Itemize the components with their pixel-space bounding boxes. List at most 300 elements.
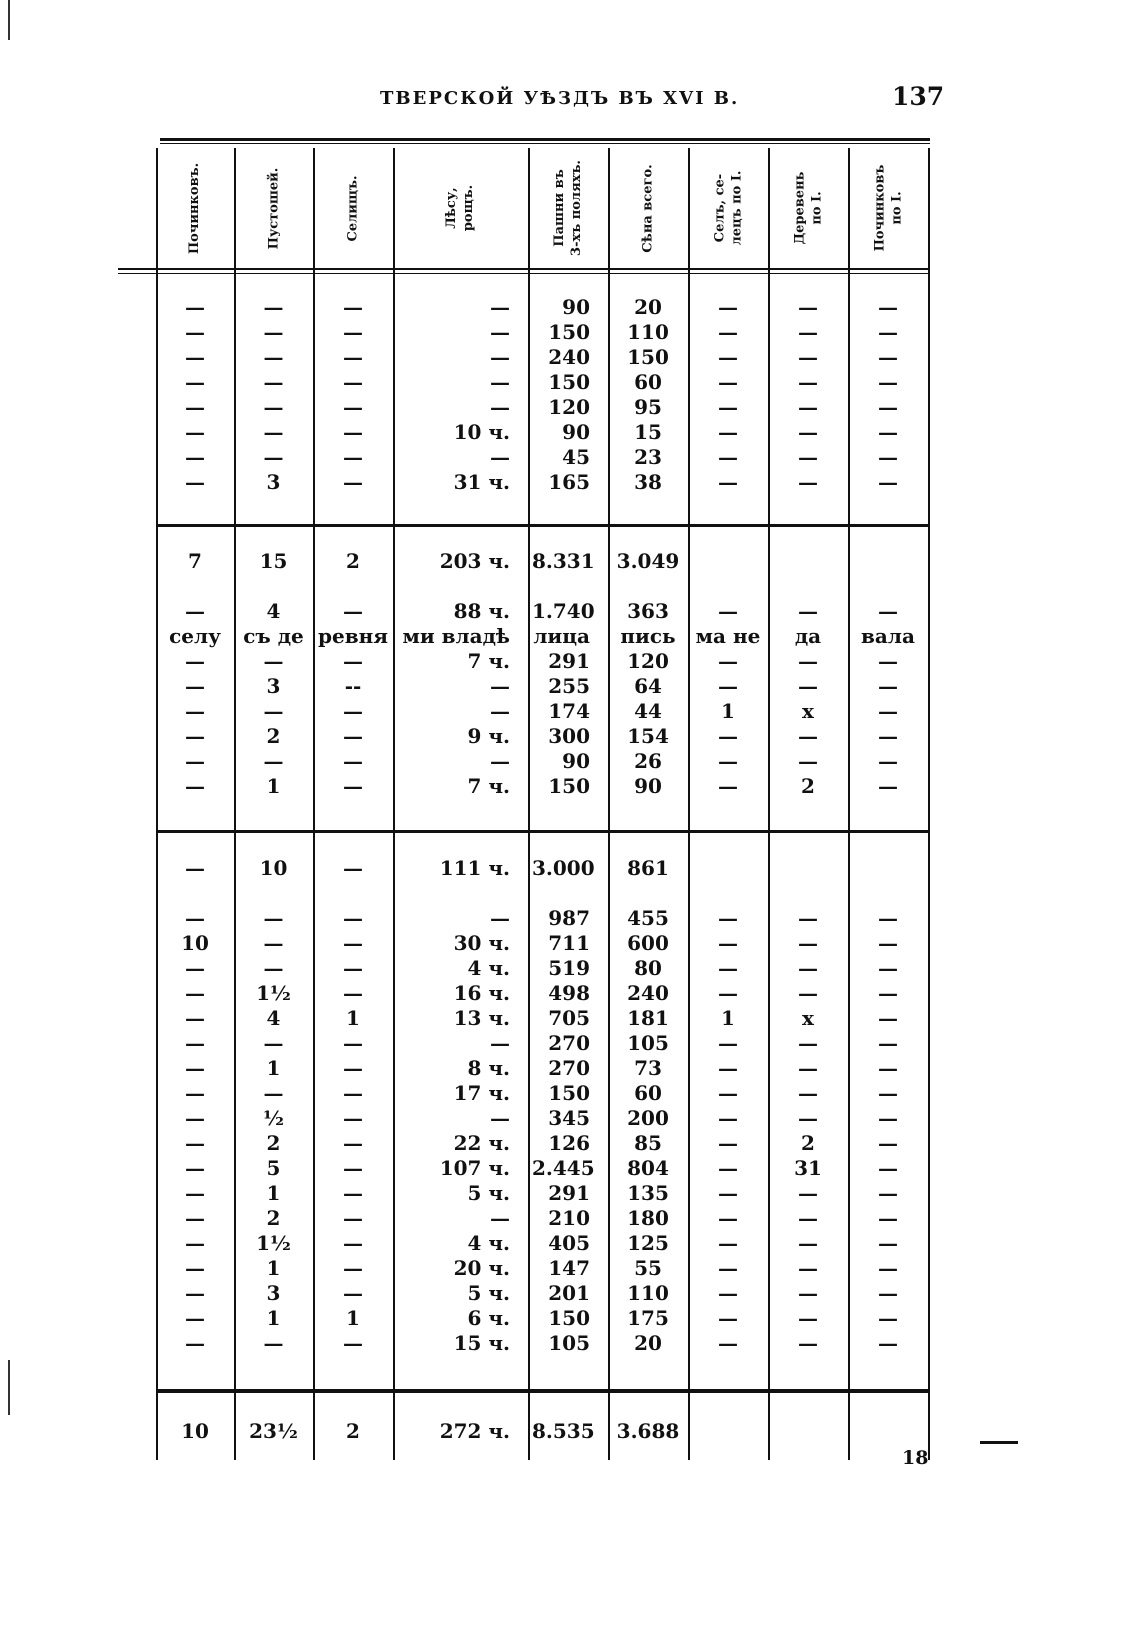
grand-total-row-cell: 23½	[249, 1419, 298, 1443]
table-row-cell: 5	[266, 1156, 281, 1180]
table-row-cell: —	[878, 906, 898, 930]
table-row-cell: —	[185, 470, 205, 494]
table-row-cell: 16 ч.	[453, 981, 510, 1005]
table-row-cell: —	[718, 345, 738, 369]
table-row-cell: 22 ч.	[453, 1131, 510, 1155]
table-row-cell: 1	[721, 1006, 735, 1030]
table-row-cell: 455	[627, 906, 669, 930]
table-row-cell: —	[798, 445, 818, 469]
table-row-cell: съ де	[243, 624, 304, 648]
table-row-cell: —	[343, 370, 363, 394]
table-row-cell: —	[343, 320, 363, 344]
table-row-cell: —	[798, 981, 818, 1005]
table-row-cell: —	[718, 1131, 738, 1155]
table-row-cell: —	[718, 724, 738, 748]
table-row-cell: —	[878, 1281, 898, 1305]
table-row-cell: —	[185, 420, 205, 444]
subtotal-row-cell: 15	[259, 549, 288, 573]
table-row-cell: —	[343, 345, 363, 369]
table-row-cell: 125	[627, 1231, 669, 1255]
table-row-cell: 31 ч.	[453, 470, 510, 494]
table-row-cell: 5 ч.	[467, 1281, 510, 1305]
table-row-cell: —	[798, 1206, 818, 1230]
table-row-cell: —	[343, 420, 363, 444]
table-row-cell: —	[343, 749, 363, 773]
table-row-cell: --	[344, 674, 362, 698]
table-row-cell: —	[718, 320, 738, 344]
column-header-label: Селищъ.	[345, 175, 361, 241]
table-row-cell: —	[798, 599, 818, 623]
table-row-cell: —	[185, 1331, 205, 1355]
table-row-cell: —	[185, 345, 205, 369]
table-row-cell: —	[718, 295, 738, 319]
table-row-cell: 201	[548, 1281, 590, 1305]
table-row-cell: —	[343, 470, 363, 494]
table-row-cell: —	[343, 295, 363, 319]
table-row-cell: —	[343, 1131, 363, 1155]
table-row-cell: —	[185, 1031, 205, 1055]
table-row-cell: —	[263, 295, 284, 319]
table-row-cell: 1	[266, 1056, 281, 1080]
table-row-cell: 95	[634, 395, 662, 419]
subtotal-row-cell: 2	[346, 549, 360, 573]
table-row-cell: —	[490, 1106, 510, 1130]
table-row-cell: —	[878, 674, 898, 698]
table-row-cell: —	[185, 749, 205, 773]
table-row-cell: —	[798, 1106, 818, 1130]
table-row-cell: 13 ч.	[453, 1006, 510, 1030]
table-row-cell: —	[185, 395, 205, 419]
table-row-cell: —	[343, 1256, 363, 1280]
table-row-cell: 174	[548, 699, 590, 723]
column-header-label: Сѣна всего.	[640, 163, 656, 253]
table-row-cell: 85	[634, 1131, 662, 1155]
column-header	[313, 148, 393, 268]
table-row-cell: 1	[266, 1256, 281, 1280]
column-header-label: Деревень по I.	[792, 171, 824, 245]
table-row-cell: —	[263, 1331, 284, 1355]
table-row-cell: 519	[548, 956, 590, 980]
table-row-cell: —	[878, 1331, 898, 1355]
table-row-cell: —	[343, 1281, 363, 1305]
table-row-cell: —	[878, 1206, 898, 1230]
table-row-cell: —	[718, 1081, 738, 1105]
subtotal-row-cell: 8.331	[532, 549, 595, 573]
table-row-cell: 1	[346, 1306, 360, 1330]
table-row-cell: —	[798, 1306, 818, 1330]
table-row-cell: —	[263, 420, 284, 444]
column-divider	[848, 148, 850, 1460]
table-row-cell: —	[490, 295, 510, 319]
table-row-cell: —	[878, 1006, 898, 1030]
table-row-cell: —	[263, 649, 284, 673]
table-row-cell: —	[263, 1081, 284, 1105]
table-row-cell: —	[185, 1006, 205, 1030]
table-row-cell: 60	[634, 370, 662, 394]
table-row-cell: —	[263, 931, 284, 955]
table-row-cell: 90	[562, 295, 590, 319]
table-row-cell: 1½	[256, 981, 291, 1005]
table-row-cell: —	[718, 370, 738, 394]
table-row-cell: 1	[266, 1306, 281, 1330]
subtotal-row-cell: —	[343, 856, 363, 880]
table-row-cell: —	[798, 1331, 818, 1355]
table-row-cell: 5 ч.	[467, 1181, 510, 1205]
table-row-cell: x	[802, 699, 814, 723]
group-separator-rule	[156, 524, 928, 527]
table-row-cell: 1½	[256, 1231, 291, 1255]
table-row-cell: 31	[794, 1156, 822, 1180]
table-row-cell: —	[263, 699, 284, 723]
table-row-cell: —	[718, 445, 738, 469]
table-row-cell: —	[798, 1056, 818, 1080]
table-row-cell: —	[343, 981, 363, 1005]
table-row-cell: 210	[548, 1206, 590, 1230]
table-row-cell: 110	[627, 320, 669, 344]
table-row-cell: —	[185, 295, 205, 319]
table-row-cell: —	[878, 599, 898, 623]
table-row-cell: —	[798, 1256, 818, 1280]
table-row-cell: 105	[548, 1331, 590, 1355]
column-header-label: Селъ, се- лецъ по I.	[711, 170, 744, 246]
table-row-cell: —	[185, 1306, 205, 1330]
table-row-cell: —	[878, 320, 898, 344]
table-row-cell: —	[185, 1056, 205, 1080]
subtotal-row-cell: 861	[627, 856, 669, 880]
column-header	[234, 148, 313, 268]
table-row-cell: —	[718, 1306, 738, 1330]
table-row-cell: 38	[634, 470, 662, 494]
running-title: ТВЕРСКОЙ УѢЗДЪ ВЪ XVI В.	[380, 88, 740, 109]
table-row-cell: 15 ч.	[453, 1331, 510, 1355]
column-divider	[156, 148, 158, 1460]
table-row-cell: —	[263, 445, 284, 469]
column-divider	[768, 148, 770, 1460]
table-row-cell: 1	[266, 1181, 281, 1205]
table-row-cell: —	[718, 749, 738, 773]
subtotal-row-cell: 3.049	[616, 549, 680, 573]
column-divider	[234, 148, 236, 1460]
table-row-cell: 4 ч.	[467, 956, 510, 980]
column-header	[608, 148, 688, 268]
table-row-cell: —	[718, 599, 738, 623]
table-row-cell: 110	[627, 1281, 669, 1305]
table-row-cell: —	[878, 1306, 898, 1330]
table-row-cell: —	[343, 1156, 363, 1180]
table-row-cell: 154	[627, 724, 669, 748]
table-row-cell: 150	[627, 345, 669, 369]
column-header-label: Лѣсу, рощъ.	[444, 184, 477, 232]
table-row-cell: —	[798, 1181, 818, 1205]
table-row-cell: —	[343, 445, 363, 469]
table-row-cell: —	[490, 345, 510, 369]
table-row-cell: —	[343, 699, 363, 723]
table-row-cell: 120	[548, 395, 590, 419]
table-row-cell: —	[718, 981, 738, 1005]
table-row-cell: —	[718, 1231, 738, 1255]
table-row-cell: —	[185, 1256, 205, 1280]
table-row-cell: 180	[627, 1206, 669, 1230]
table-row-cell: —	[878, 470, 898, 494]
table-row-cell: —	[185, 445, 205, 469]
column-divider	[608, 148, 610, 1460]
column-header-label: Пустошей.	[266, 167, 281, 249]
margin-dash	[980, 1441, 1018, 1444]
table-row-cell: 150	[548, 774, 590, 798]
table-row-cell: 3	[266, 674, 281, 698]
table-row-cell: 30 ч.	[453, 931, 510, 955]
table-row-cell: 711	[548, 931, 590, 955]
subtotal-row-cell: 10	[259, 856, 288, 880]
table-row-cell: —	[798, 649, 818, 673]
column-header	[156, 148, 234, 268]
table-row-cell: 705	[548, 1006, 590, 1030]
table-row-cell: 73	[634, 1056, 662, 1080]
subtotal-row-cell: 3.000	[532, 856, 595, 880]
column-header	[848, 148, 928, 268]
grand-total-row-cell: 272 ч.	[439, 1419, 510, 1443]
table-row-cell: 240	[627, 981, 669, 1005]
table-row-cell: —	[718, 395, 738, 419]
table-row-cell: —	[185, 370, 205, 394]
table-row-cell: —	[263, 749, 284, 773]
table-row-cell: —	[343, 395, 363, 419]
table-row-cell: —	[878, 1081, 898, 1105]
table-row-cell: —	[878, 774, 898, 798]
table-row-cell: 6 ч.	[467, 1306, 510, 1330]
table-row-cell: —	[798, 420, 818, 444]
table-row-cell: —	[185, 1081, 205, 1105]
table-row-cell: —	[490, 370, 510, 394]
table-row-cell: —	[185, 981, 205, 1005]
table-row-cell: —	[718, 1106, 738, 1130]
grand-total-row-cell: 3.688	[616, 1419, 680, 1443]
table-row-cell: —	[263, 956, 284, 980]
table-row-cell: —	[798, 1081, 818, 1105]
table-row-cell: —	[185, 1106, 205, 1130]
table-row-cell: —	[343, 599, 363, 623]
table-row-cell: —	[343, 774, 363, 798]
table-row-cell: 150	[548, 1306, 590, 1330]
table-row-cell: —	[185, 1181, 205, 1205]
table-row-cell: 7 ч.	[467, 649, 510, 673]
table-row-cell: —	[343, 931, 363, 955]
table-row-cell: —	[798, 370, 818, 394]
subtotal-row-cell: —	[185, 856, 205, 880]
table-row-cell: —	[490, 699, 510, 723]
table-row-cell: —	[185, 699, 205, 723]
table-row-cell: —	[718, 1056, 738, 1080]
table-row-cell: 126	[548, 1131, 590, 1155]
header-bottom-rule	[118, 273, 930, 274]
table-row-cell: —	[343, 906, 363, 930]
header-bottom-rule	[118, 268, 930, 270]
table-row-cell: ма не	[695, 624, 761, 648]
table-row-cell: —	[798, 1231, 818, 1255]
table-row-cell: лица	[533, 624, 590, 648]
table-row-cell: —	[878, 345, 898, 369]
table-row-cell: —	[718, 1331, 738, 1355]
table-row-cell: —	[878, 1181, 898, 1205]
table-row-cell: —	[798, 395, 818, 419]
table-row-cell: —	[343, 724, 363, 748]
table-row-cell: 363	[627, 599, 669, 623]
table-row-cell: —	[798, 345, 818, 369]
table-row-cell: 4	[266, 599, 281, 623]
table-row-cell: 107 ч.	[439, 1156, 510, 1180]
table-row-cell: —	[263, 320, 284, 344]
grand-total-row-cell: 2	[346, 1419, 360, 1443]
table-row-cell: 120	[627, 649, 669, 673]
table-row-cell: —	[718, 931, 738, 955]
table-row-cell: —	[878, 420, 898, 444]
column-divider	[528, 148, 530, 1460]
table-row-cell: —	[185, 1131, 205, 1155]
table-row-cell: 20 ч.	[453, 1256, 510, 1280]
table-row-cell: 9 ч.	[467, 724, 510, 748]
table-row-cell: —	[263, 906, 284, 930]
table-row-cell: —	[185, 320, 205, 344]
table-row-cell: 2	[801, 774, 815, 798]
table-row-cell: —	[878, 1056, 898, 1080]
table-row-cell: —	[490, 1031, 510, 1055]
table-row-cell: 2	[266, 1206, 281, 1230]
table-row-cell: селу	[169, 624, 221, 648]
table-row-cell: —	[798, 674, 818, 698]
table-row-cell: —	[343, 1181, 363, 1205]
table-row-cell: ревня	[317, 624, 389, 648]
table-row-cell: 147	[548, 1256, 590, 1280]
column-header	[768, 148, 848, 268]
scan-edge-mark	[8, 1360, 10, 1415]
table-row-cell: —	[185, 1156, 205, 1180]
column-divider	[928, 148, 930, 1460]
table-row-cell: 345	[548, 1106, 590, 1130]
table-row-cell: 90	[562, 420, 590, 444]
group-separator-rule	[156, 830, 928, 833]
table-row-cell: 3	[266, 470, 281, 494]
table-row-cell: —	[718, 1156, 738, 1180]
table-row-cell: 270	[548, 1056, 590, 1080]
table-row-cell: —	[878, 1256, 898, 1280]
grand-total-rule	[156, 1389, 928, 1393]
table-row-cell: —	[185, 724, 205, 748]
table-row-cell: 175	[627, 1306, 669, 1330]
table-row-cell: —	[798, 470, 818, 494]
table-row-cell: 8 ч.	[467, 1056, 510, 1080]
table-row-cell: —	[878, 1106, 898, 1130]
table-row-cell: —	[878, 724, 898, 748]
subtotal-row-cell: 7	[188, 549, 202, 573]
table-row-cell: —	[490, 906, 510, 930]
table-row-cell: 1	[266, 774, 281, 798]
table-row-cell: —	[185, 649, 205, 673]
column-divider	[393, 148, 395, 1460]
table-row-cell: 2	[266, 1131, 281, 1155]
table-row-cell: 3	[266, 1281, 281, 1305]
table-row-cell: ½	[263, 1106, 284, 1130]
table-row-cell: —	[798, 931, 818, 955]
table-row-cell: —	[878, 956, 898, 980]
table-row-cell: 240	[548, 345, 590, 369]
table-row-cell: —	[798, 724, 818, 748]
table-row-cell: —	[490, 320, 510, 344]
table-row-cell: 150	[548, 320, 590, 344]
table-row-cell: 270	[548, 1031, 590, 1055]
table-row-cell: 44	[634, 699, 662, 723]
table-row-cell: —	[798, 956, 818, 980]
table-row-cell: —	[718, 470, 738, 494]
table-row-cell: ми владѣ	[402, 624, 510, 648]
table-row-cell: —	[185, 1281, 205, 1305]
table-row-cell: —	[798, 906, 818, 930]
table-row-cell: 300	[548, 724, 590, 748]
table-row-cell: 45	[562, 445, 590, 469]
table-row-cell: 105	[627, 1031, 669, 1055]
table-row-cell: —	[185, 906, 205, 930]
table-row-cell: 804	[627, 1156, 669, 1180]
table-row-cell: 987	[548, 906, 590, 930]
table-row-cell: —	[263, 345, 284, 369]
table-row-cell: —	[185, 1231, 205, 1255]
table-row-cell: 7 ч.	[467, 774, 510, 798]
table-row-cell: —	[718, 649, 738, 673]
table-row-cell: —	[718, 1181, 738, 1205]
column-header	[688, 148, 768, 268]
table-row-cell: 26	[634, 749, 662, 773]
table-row-cell: —	[878, 649, 898, 673]
table-row-cell: —	[343, 1031, 363, 1055]
page-number: 137	[892, 82, 945, 111]
table-row-cell: —	[878, 981, 898, 1005]
table-top-rule	[160, 138, 930, 141]
table-row-cell: —	[878, 370, 898, 394]
table-row-cell: 4	[266, 1006, 281, 1030]
table-row-cell: 20	[634, 295, 662, 319]
table-row-cell: —	[343, 1106, 363, 1130]
table-row-cell: —	[798, 295, 818, 319]
grand-total-row-cell: 10	[181, 1419, 209, 1443]
table-row-cell: —	[718, 1281, 738, 1305]
table-row-cell: —	[798, 749, 818, 773]
table-row-cell: 165	[548, 470, 590, 494]
subtotal-row-cell: 111 ч.	[439, 856, 510, 880]
table-row-cell: 64	[634, 674, 662, 698]
table-row-cell: 90	[634, 774, 662, 798]
table-row-cell: —	[185, 674, 205, 698]
table-row-cell: 150	[548, 1081, 590, 1105]
table-row-cell: —	[263, 370, 284, 394]
table-row-cell: 135	[627, 1181, 669, 1205]
table-row-cell: 291	[548, 649, 590, 673]
table-row-cell: —	[263, 395, 284, 419]
table-row-cell: —	[343, 1206, 363, 1230]
table-row-cell: —	[878, 931, 898, 955]
table-row-cell: —	[343, 956, 363, 980]
table-row-cell: x	[802, 1006, 814, 1030]
table-row-cell: 1	[346, 1006, 360, 1030]
column-header	[528, 148, 608, 268]
table-row-cell: 4 ч.	[467, 1231, 510, 1255]
table-row-cell: 17 ч.	[453, 1081, 510, 1105]
table-row-cell: —	[718, 774, 738, 798]
table-row-cell: 55	[634, 1256, 662, 1280]
table-row-cell: —	[718, 1256, 738, 1280]
table-row-cell: —	[185, 956, 205, 980]
table-row-cell: —	[718, 1031, 738, 1055]
table-row-cell: 60	[634, 1081, 662, 1105]
column-header-label: Починковъ.	[187, 162, 203, 254]
